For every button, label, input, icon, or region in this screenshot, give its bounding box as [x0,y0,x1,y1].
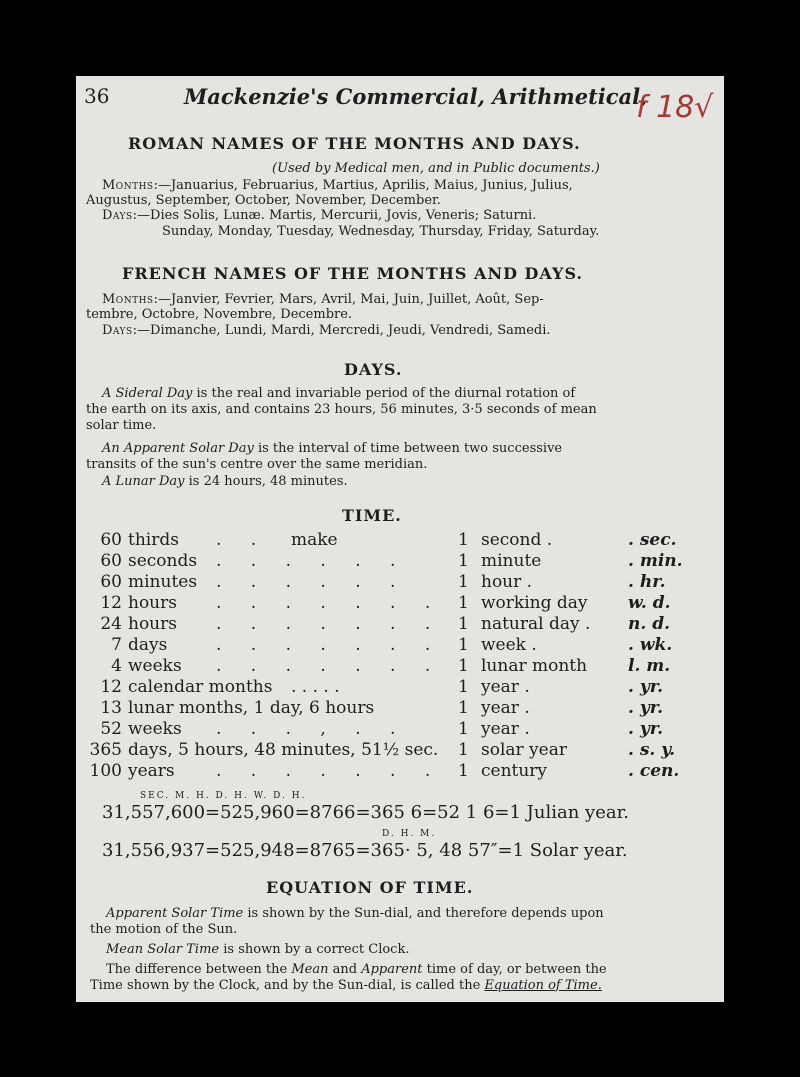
solar-equation: 31,556,937=525,948=8765=365· 5, 48 57″=1 Solar year. [102,840,628,861]
time-cell-n: 365 [89,740,122,760]
time-cell-abbr: . sec. [628,530,677,550]
sideral-day-term: A Sideral Day [102,386,193,401]
time-cell-unit: weeks [128,719,182,739]
time-cell-unit: hours [128,614,177,634]
french-months-line1 [102,292,544,307]
time-table-row [76,572,724,593]
french-days-line1 [102,323,551,338]
time-table-row [76,530,724,551]
solar-unit-labels: D. H. M. [382,829,437,839]
time-table-row [76,740,724,761]
time-cell-result: natural day . [481,614,591,634]
equation-p3-mid: and [328,962,362,977]
time-table-row [76,656,724,677]
time-cell-abbr: . yr. [628,698,664,718]
time-cell-abbr: . cen. [628,761,680,781]
mean-solar-time-term: Mean Solar Time [106,942,220,957]
days-p1-line2: the earth on its axis, and contains 23 hours, 56 minutes, 3·5 seconds of mean [86,402,597,417]
equation-p3-line1 [106,962,607,977]
mean-term: Mean [291,962,329,977]
time-cell-make: . . . . . [291,677,340,697]
days-p1-line3: solar time. [86,418,157,433]
days-p1-text1: is the real and invariable period of the diurnal rotation of [192,386,576,401]
time-cell-dots: . . . . . . [216,551,408,571]
time-cell-unit: calendar months [128,677,273,697]
running-title: Mackenzie's Commercial, Arithmetical, [184,84,648,109]
time-cell-unit: thirds [128,530,179,550]
time-cell-abbr: . min. [628,551,683,571]
time-table [76,530,724,790]
time-cell-n: 24 [100,614,122,634]
time-cell-one: 1 [458,530,469,550]
time-cell-n: 4 [111,656,122,676]
time-cell-result: working day [481,593,588,613]
time-cell-result: year . [481,677,530,697]
julian-unit-labels: SEC. M. H. D. H. W. D. H. [140,791,307,801]
time-cell-result: year . [481,698,530,718]
time-cell-one: 1 [458,698,469,718]
time-cell-n: 60 [100,530,122,550]
time-cell-result: year . [481,719,530,739]
time-cell-one: 1 [458,719,469,739]
time-cell-one: 1 [458,656,469,676]
time-cell-n: 60 [100,551,122,571]
time-cell-result: week . [481,635,537,655]
time-cell-abbr: . hr. [628,572,666,592]
roman-days-line2: Sunday, Monday, Tuesday, Wednesday, Thursday, Friday, Saturday. [162,224,600,239]
time-cell-one: 1 [458,740,469,760]
time-cell-n: 12 [100,677,122,697]
roman-subheading: (Used by Medical men, and in Public documents.) [272,161,600,176]
time-cell-n: 12 [100,593,122,613]
time-cell-dots: . . [216,530,269,550]
equation-p3-end: time of day, or between the [422,962,607,977]
time-cell-dots: . . . . . . . [216,761,443,781]
handwritten-note: f 18√ [636,90,714,125]
french-months-text1: :—Janvier, Fevrier, Mars, Avril, Mai, Juin, Juillet, Août, Sep- [153,292,544,307]
time-cell-result: century [481,761,548,781]
time-table-row [76,593,724,614]
days-p2-line2: transits of the sun's centre over the same meridian. [86,457,428,472]
time-cell-make: make [291,530,338,550]
months-label: Months [102,292,154,307]
time-cell-abbr: . s. y. [628,740,676,760]
time-table-row [76,551,724,572]
time-cell-unit: lunar months, 1 day, 6 hours [128,698,375,718]
time-cell-one: 1 [458,635,469,655]
time-cell-dots: . . . . . . . [216,635,443,655]
time-heading: TIME. [342,506,402,525]
days-p3-line1 [102,474,348,489]
time-cell-n: 7 [111,635,122,655]
time-cell-one: 1 [458,677,469,697]
equation-p3-pre: The difference between the [106,962,292,977]
apparent-solar-time-term: Apparent Solar Time [106,906,244,921]
equation-p1-text1: is shown by the Sun-dial, and therefore depends upon [243,906,604,921]
months-label: Months [102,178,154,193]
time-cell-abbr: . wk. [628,635,673,655]
lunar-day-term: A Lunar Day [102,474,185,489]
time-cell-unit: weeks [128,656,182,676]
page-number: 36 [84,84,110,108]
time-cell-n: 13 [100,698,122,718]
time-cell-dots: . . . . . . . [216,614,443,634]
time-table-row [76,719,724,740]
time-cell-unit: days, 5 hours, 48 minutes, 51½ sec. [128,740,439,760]
time-cell-abbr: l. m. [628,656,671,676]
time-cell-n: 60 [100,572,122,592]
roman-days-text1: :—Dies Solis, Lunæ. Martis, Mercurii, Jovis, Veneris; Saturni. [132,208,537,223]
time-cell-result: minute [481,551,542,571]
days-label: Days [102,208,133,223]
time-cell-abbr: n. d. [628,614,671,634]
time-cell-one: 1 [458,593,469,613]
days-p2-line1 [102,441,562,456]
time-cell-abbr: . yr. [628,719,664,739]
equation-p1-line2: the motion of the Sun. [90,922,238,937]
time-cell-dots: . . . , . . [216,719,408,739]
time-cell-result: lunar month [481,656,588,676]
time-cell-one: 1 [458,761,469,781]
days-label: Days [102,323,133,338]
time-cell-dots: . . . . . . . [216,656,443,676]
time-table-row [76,635,724,656]
days-heading: DAYS. [344,360,403,379]
roman-months-text1: :—Januarius, Februarius, Martius, Aprilis, Maius, Junius, Julius, [153,178,573,193]
time-cell-result: second . [481,530,553,550]
roman-heading: ROMAN NAMES OF THE MONTHS AND DAYS. [128,134,581,153]
days-p3-text1: is 24 hours, 48 minutes. [184,474,348,489]
equation-p2-line1 [106,942,409,957]
julian-equation: 31,557,600=525,960=8766=365 6=52 1 6=1 Julian year. [102,802,629,823]
apparent-solar-day-term: An Apparent Solar Day [102,441,254,456]
equation-p1-line1 [106,906,604,921]
equation-heading: EQUATION OF TIME. [266,878,474,897]
roman-months-line2: Augustus, September, October, November, December. [86,193,441,208]
french-heading: FRENCH NAMES OF THE MONTHS AND DAYS. [122,264,583,283]
equation-p2-text1: is shown by a correct Clock. [219,942,410,957]
french-months-line2: tembre, Octobre, Novembre, Decembre. [86,307,353,322]
equation-p3-line2 [90,978,602,993]
equation-of-time-term: Equation of Time. [484,978,602,993]
book-page [76,76,724,1002]
time-cell-one: 1 [458,551,469,571]
roman-months-line1 [102,178,573,193]
time-cell-unit: years [128,761,175,781]
time-cell-one: 1 [458,572,469,592]
time-cell-unit: minutes [128,572,198,592]
equation-p3-text2: Time shown by the Clock, and by the Sun-dial, is called the [90,978,485,993]
french-days-text1: :—Dimanche, Lundi, Mardi, Mercredi, Jeudi, Vendredi, Samedi. [132,323,551,338]
time-cell-unit: seconds [128,551,198,571]
time-cell-n: 100 [89,761,122,781]
time-cell-abbr: . yr. [628,677,664,697]
time-cell-n: 52 [100,719,122,739]
days-p2-text1: is the interval of time between two successive [253,441,563,456]
apparent-term: Apparent [361,962,423,977]
time-cell-result: solar year [481,740,567,760]
time-cell-abbr: w. d. [628,593,671,613]
time-table-row [76,698,724,719]
time-cell-result: hour . [481,572,533,592]
days-p1-line1 [102,386,575,401]
time-cell-unit: days [128,635,168,655]
roman-days-line1 [102,208,536,223]
time-cell-one: 1 [458,614,469,634]
time-cell-unit: hours [128,593,177,613]
time-cell-dots: . . . . . . . [216,593,443,613]
time-table-row [76,614,724,635]
time-table-row [76,677,724,698]
time-cell-dots: . . . . . . [216,572,408,592]
time-table-row [76,761,724,782]
